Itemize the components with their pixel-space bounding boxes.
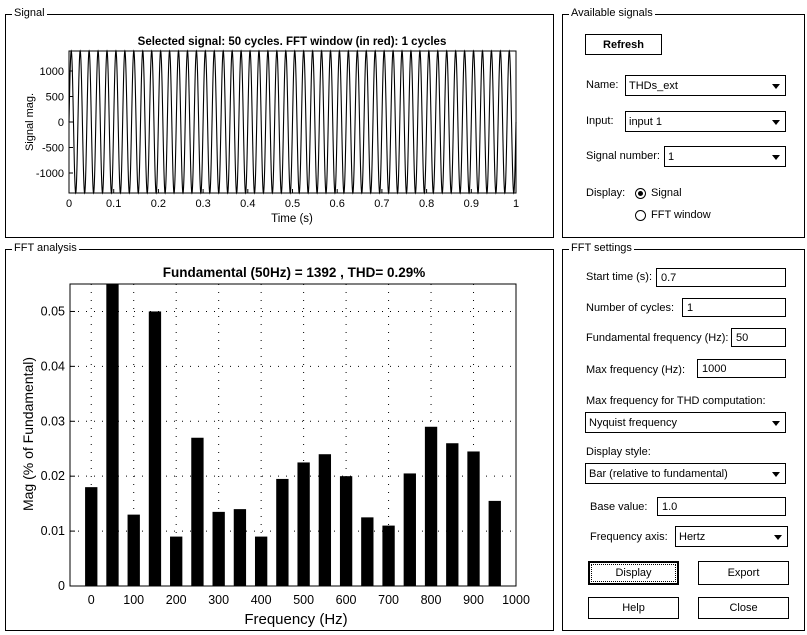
fft-bar — [213, 512, 225, 586]
refresh-button[interactable]: Refresh — [585, 34, 662, 55]
chevron-down-icon — [772, 421, 780, 426]
fft-bar — [234, 509, 246, 586]
fft-x-tick-label: 600 — [335, 593, 357, 607]
fft-y-tick-label: 0.02 — [40, 469, 65, 484]
fft-x-tick-label: 500 — [293, 593, 315, 607]
input-select[interactable] — [625, 111, 786, 132]
fft-plot-area — [70, 284, 516, 586]
chevron-down-icon — [772, 84, 780, 89]
fft-x-label: Frequency (Hz) — [244, 611, 348, 628]
signal-number-select[interactable] — [664, 146, 786, 167]
start-time-input[interactable] — [656, 268, 786, 287]
fft-x-tick-label: 800 — [420, 593, 442, 607]
fft-bar — [382, 526, 394, 586]
signal-x-tick-label: 1 — [512, 198, 520, 210]
signal-y-tick-label: 1000 — [39, 65, 64, 78]
fft-bar — [106, 284, 118, 586]
fft-x-tick-label: 200 — [165, 593, 187, 607]
display-button[interactable]: Display — [588, 561, 679, 585]
fft-panel-title: FFT analysis — [14, 242, 77, 254]
fft-y-tick-label: 0.04 — [40, 359, 65, 374]
signal-number-value: 1 — [668, 150, 675, 163]
signal-plot-area — [69, 51, 516, 193]
close-button[interactable]: Close — [698, 597, 789, 619]
chevron-down-icon — [772, 472, 780, 477]
chevron-down-icon — [772, 120, 780, 125]
signal-x-tick-label: 0.8 — [418, 198, 435, 210]
base-value-label: Base value: — [590, 501, 648, 513]
signal-x-tick-label: 0.7 — [374, 198, 390, 210]
signal-x-tick-label: 0.3 — [195, 198, 211, 210]
frequency-axis-select[interactable] — [675, 526, 788, 547]
signal-y-tick-label: -500 — [41, 142, 64, 155]
fft-x-tick-label: 100 — [123, 593, 145, 607]
signal-y-ticks — [36, 66, 73, 180]
fft-bar — [255, 537, 267, 586]
name-select-value: THDs_ext — [629, 79, 678, 92]
fft-bar — [191, 438, 203, 586]
signal-number-label: Signal number: — [586, 150, 660, 162]
chevron-down-icon — [774, 535, 782, 540]
signal-x-tick-label: 0.5 — [284, 198, 301, 210]
display-signal-radio[interactable] — [635, 188, 646, 199]
fft-bar — [404, 473, 416, 586]
fft-chart — [0, 240, 560, 635]
fft-y-tick-label: 0.01 — [40, 524, 65, 539]
fundamental-frequency-input[interactable] — [731, 328, 786, 347]
fft-bar — [425, 427, 437, 586]
available-signals-title: Available signals — [571, 7, 653, 19]
input-label: Input: — [586, 115, 614, 127]
display-label: Display: — [586, 187, 626, 199]
fft-bar — [276, 479, 288, 586]
fft-y-tick-label: 0.05 — [40, 304, 65, 319]
fft-x-tick-label: 400 — [250, 593, 272, 607]
fft-chart-title: Fundamental (50Hz) = 1392 , THD= 0.29% — [162, 265, 426, 280]
fft-y-label: Mag (% of Fundamental) — [20, 356, 36, 512]
signal-x-tick-label: 0.2 — [150, 198, 167, 210]
signal-x-tick-label: 0 — [65, 198, 73, 210]
fft-settings-title: FFT settings — [571, 242, 632, 254]
help-button[interactable]: Help — [588, 597, 679, 619]
signal-x-tick-label: 0.1 — [106, 198, 122, 210]
fft-y-tick-label: 0.03 — [40, 414, 65, 429]
fft-bar — [149, 311, 161, 586]
display-style-label: Display style: — [586, 446, 651, 458]
display-fft-window-radio[interactable] — [635, 210, 646, 221]
signal-x-tick-label: 0.4 — [240, 198, 256, 210]
signal-panel-title: Signal — [14, 7, 45, 19]
base-value-input[interactable] — [657, 497, 786, 516]
signal-x-tick-label: 0.6 — [329, 198, 345, 210]
display-style-value: Bar (relative to fundamental) — [589, 467, 728, 480]
fft-bar — [361, 517, 373, 586]
signal-x-tick-label: 0.9 — [463, 198, 479, 210]
fft-x-tick-label: 900 — [463, 593, 484, 607]
signal-y-label: Signal mag. — [24, 92, 36, 152]
max-frequency-label: Max frequency (Hz): — [586, 364, 686, 376]
thd-max-frequency-value: Nyquist frequency — [589, 416, 678, 429]
thd-max-frequency-select[interactable] — [585, 412, 786, 433]
number-of-cycles-input[interactable] — [682, 298, 786, 317]
fft-bar — [128, 515, 140, 586]
input-select-value: input 1 — [629, 115, 663, 128]
frequency-axis-value: Hertz — [679, 530, 706, 543]
fft-bar — [297, 462, 309, 586]
fft-bar — [85, 487, 97, 586]
fundamental-frequency-label: Fundamental frequency (Hz): — [586, 332, 729, 344]
signal-y-tick-label: 0 — [57, 117, 64, 129]
start-time-label: Start time (s): — [586, 271, 653, 283]
fft-bar — [319, 454, 331, 586]
display-fft-window-label[interactable]: FFT window — [651, 209, 711, 221]
fft-bar — [340, 476, 352, 586]
signal-chart — [0, 0, 560, 240]
chevron-down-icon — [772, 155, 780, 160]
thd-max-frequency-label: Max frequency for THD computation: — [586, 395, 766, 407]
number-of-cycles-label: Number of cycles: — [586, 302, 675, 314]
fft-bar — [489, 501, 501, 586]
signal-chart-title: Selected signal: 50 cycles. FFT window (in red): 1 cycles — [137, 36, 447, 48]
fft-y-tick-label: 0 — [58, 579, 65, 593]
display-signal-label[interactable]: Signal — [651, 187, 682, 199]
name-select[interactable] — [625, 75, 786, 96]
fft-x-tick-label: 300 — [208, 593, 230, 607]
fft-x-tick-label: 1000 — [502, 593, 530, 607]
display-style-select[interactable] — [585, 463, 786, 484]
max-frequency-input[interactable] — [697, 359, 786, 378]
signal-y-tick-label: -1000 — [35, 168, 64, 181]
fft-bar — [467, 451, 479, 586]
signal-x-label: Time (s) — [271, 213, 313, 225]
signal-y-tick-label: 500 — [45, 91, 64, 104]
frequency-axis-label: Frequency axis: — [590, 531, 668, 543]
fft-x-tick-label: 700 — [378, 593, 400, 607]
fft-bar — [446, 443, 458, 586]
export-button[interactable]: Export — [698, 561, 789, 585]
name-label: Name: — [586, 79, 619, 91]
fft-x-tick-label: 0 — [87, 593, 95, 607]
fft-bar — [170, 537, 182, 586]
